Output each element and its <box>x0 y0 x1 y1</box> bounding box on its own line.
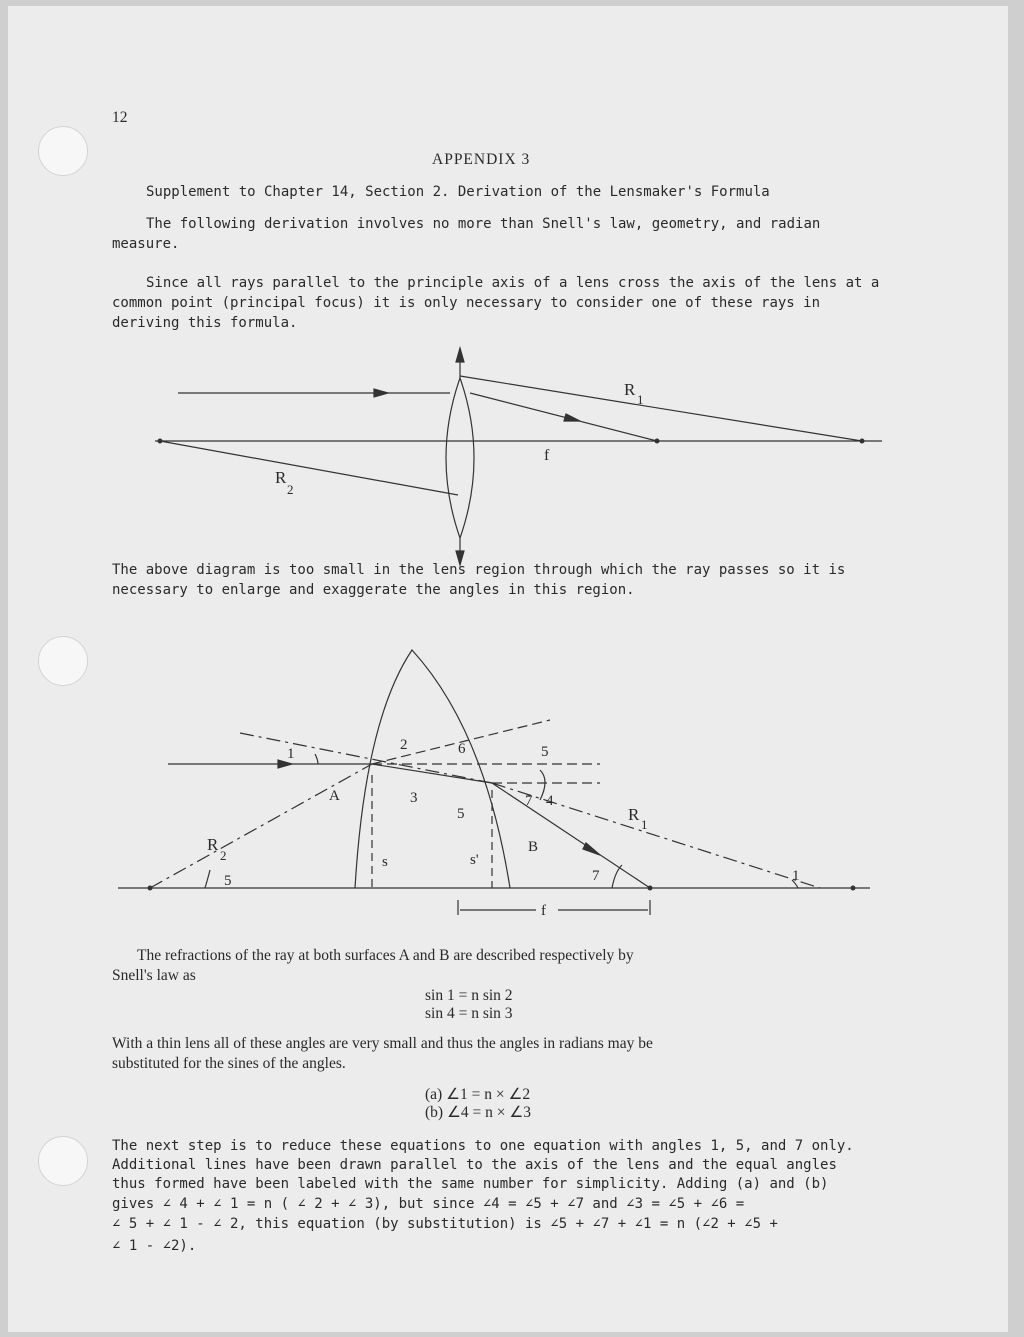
d1-label-r1-sub: 1 <box>637 392 644 407</box>
d1-label-r2: R <box>275 468 287 487</box>
d2-label-s-prime: s' <box>470 852 479 868</box>
d2-label-s: s <box>382 854 388 870</box>
d2-label-r2-sub: 2 <box>220 848 227 863</box>
d1-label-r1: R <box>624 380 636 399</box>
d2-label-r2: R <box>207 835 219 854</box>
d2-arc-angle4 <box>540 770 545 800</box>
para2-line1: Since all rays parallel to the principle axis of a lens cross the axis of the lens at a <box>146 275 880 291</box>
para4-line1: The refractions of the ray at both surfaces A and B are described respectively by <box>137 947 634 964</box>
d2-normal-a <box>240 733 492 783</box>
d2-r2-line <box>150 764 372 888</box>
d2-refracted-ray <box>492 783 650 888</box>
d2-r1-center-dot <box>851 886 856 891</box>
para2-line3: deriving this formula. <box>112 315 298 331</box>
d2-label-f: f <box>541 903 546 919</box>
para6-line1: The next step is to reduce these equations to one equation with angles 1, 5, and 7 only. <box>112 1138 854 1154</box>
d1-label-r2-sub: 2 <box>287 482 294 497</box>
d2-angle-7-bottom: 7 <box>592 868 600 884</box>
d2-arc-angle1 <box>315 754 318 764</box>
para6-line3: thus formed have been labeled with the same number for simplicity. Adding (a) and (b) <box>112 1176 829 1192</box>
d2-label-a: A <box>329 788 340 804</box>
d2-angle-2: 2 <box>400 737 408 753</box>
d2-label-r1: R <box>628 805 640 824</box>
d2-angle-4: 4 <box>546 793 554 809</box>
d2-refracted-arrow <box>583 843 600 855</box>
para5-line2: substituted for the sines of the angles. <box>112 1055 346 1072</box>
d2-angle-5-bottom: 5 <box>224 873 232 889</box>
para6-line4: gives ∠ 4 + ∠ 1 = n ( ∠ 2 + ∠ 3), but since ∠4 = ∠5 + ∠7 and ∠3 = ∠5 + ∠6 = <box>112 1196 745 1212</box>
d2-lens-outline <box>355 650 510 888</box>
d2-angle-6: 6 <box>458 741 466 757</box>
d2-angle-1: 1 <box>287 746 295 762</box>
d2-angle-1-right: 1 <box>792 868 800 884</box>
equation-sin1: sin 1 = n sin 2 <box>425 987 513 1004</box>
para4-line2: Snell's law as <box>112 967 196 984</box>
para2-line2: common point (principal focus) it is only necessary to consider one of these rays in <box>112 295 821 311</box>
para1-line2: measure. <box>112 236 180 252</box>
equation-sin4: sin 4 = n sin 3 <box>425 1005 513 1022</box>
para6-line5: ∠ 5 + ∠ 1 - ∠ 2, this equation (by substitution) is ∠5 + ∠7 + ∠1 = n (∠2 + ∠5 + <box>112 1216 778 1232</box>
para3-line1: The above diagram is too small in the lens region through which the ray passes so it is <box>112 562 846 578</box>
d1-label-f: f <box>544 447 550 464</box>
d2-ray-inside-lens <box>372 764 492 783</box>
d2-focal-dot <box>648 886 653 891</box>
d2-label-r1-sub: 1 <box>641 817 648 832</box>
para1-line1: The following derivation involves no more than Snell's law, geometry, and radian <box>146 216 821 232</box>
para6-line2: Additional lines have been drawn parallel to the axis of the lens and the equal angles <box>112 1157 837 1173</box>
d2-angle-7-mid: 7 <box>525 793 533 809</box>
para5-line1: With a thin lens all of these angles are very small and thus the angles in radians may be <box>112 1035 653 1052</box>
d2-r2-center-dot <box>148 886 153 891</box>
d2-angle-5-top: 5 <box>541 744 549 760</box>
d2-angle-5-mid: 5 <box>457 806 465 822</box>
d2-label-b: B <box>528 839 539 855</box>
page-title: APPENDIX 3 <box>432 151 531 168</box>
equation-b: (b) ∠4 = n × ∠3 <box>425 1104 531 1121</box>
page-number: 12 <box>112 109 128 126</box>
para6-line6: ∠ 1 - ∠2). <box>112 1238 197 1254</box>
d2-angle-3: 3 <box>410 790 418 806</box>
subtitle: Supplement to Chapter 14, Section 2. Derivation of the Lensmaker's Formula <box>146 184 770 200</box>
equation-a: (a) ∠1 = n × ∠2 <box>425 1086 531 1103</box>
d2-arc-5 <box>205 870 210 888</box>
para3-line2: necessary to enlarge and exaggerate the angles in this region. <box>112 582 635 598</box>
